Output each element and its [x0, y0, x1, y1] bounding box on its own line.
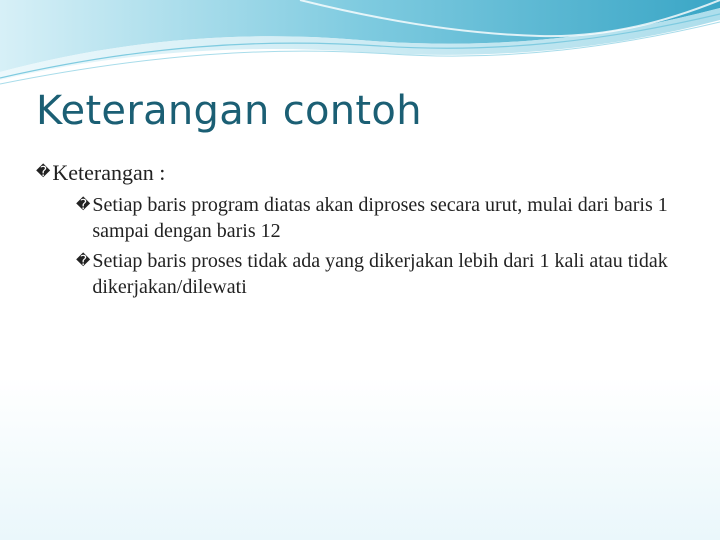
bullet-icon: � [76, 253, 91, 269]
header-wave-decoration [0, 0, 720, 90]
bullet-icon: � [36, 164, 51, 180]
sub-bullet-text: Setiap baris program diatas akan diproses secara urut, mulai dari baris 1 sampai dengan baris 12 [92, 194, 668, 242]
sub-bullet-text: Setiap baris proses tidak ada yang dikerjakan lebih dari 1 kali atau tidak dikerjakan/dilewati [92, 250, 668, 298]
sub-bullet-item [76, 248, 686, 300]
slide-title: Keterangan contoh [36, 88, 422, 134]
bullet-text: Keterangan : [52, 160, 166, 185]
bullet-item [36, 158, 686, 188]
slide-content [36, 158, 686, 300]
sub-bullet-item [76, 192, 686, 244]
bullet-icon: � [76, 197, 91, 213]
